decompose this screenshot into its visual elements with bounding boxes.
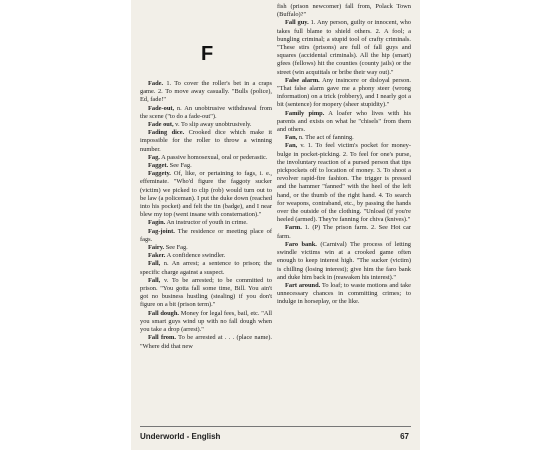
entry-definition: v. To slip away unobtrusively. (173, 121, 252, 129)
entry-definition: v. To be arrested; to be committed to prison. "You gotta fall some time, Bill. You ain't got no business hustling (stealing) if you don't figure on a bit (prison term)." (140, 276, 272, 309)
right-entries (277, 3, 411, 307)
dictionary-entry (277, 224, 411, 240)
dictionary-entry (140, 310, 272, 335)
left-entries (140, 80, 272, 351)
entry-headword: Fart around. (285, 281, 321, 289)
entry-definition: Of, like, or pertaining to fags, i. e., effeminate. "Who'd figure the faggoty sucker (victim) we picked to clip (rob) would turn out to be law (a policeman). I put the duke down (reached into his pocket) and felt the tin (badge), and I near blew my top (went insane with consternation)." (140, 170, 272, 219)
entry-definition: 1. (P) The prison farm. 2. See Hot car farm. (277, 224, 411, 240)
dictionary-entry (277, 142, 411, 224)
entry-body (140, 228, 272, 244)
entry-definition: n. An unobtrusive withdrawal from the scene ("to do a fade-out"). (140, 104, 272, 120)
entry-definition: An instructor of youth in crime. (165, 219, 248, 227)
entry-headword: Faggety. (148, 170, 171, 178)
entry-body (140, 121, 272, 129)
dictionary-entry (140, 105, 272, 121)
entry-definition: To be arrested at . . . (place name). "Where did that new (140, 334, 272, 350)
entry-definition: Money for legal fees, bail, etc. "All you smart guys wind up with no fall dough when you take a drop (arrest)." (140, 309, 272, 334)
dictionary-entry (140, 252, 272, 260)
entry-body (140, 219, 272, 227)
section-letter: F (201, 43, 214, 65)
entry-definition: A passive homosexual, oral or pederastic. (159, 153, 268, 161)
entry-headword: Fall, (148, 276, 161, 284)
dictionary-entry (140, 121, 272, 129)
entry-definition: To loaf; to waste motions and take unnecessary chances in committing crimes; to indulge in horseplay, or the like. (277, 281, 411, 306)
entry-body (140, 252, 272, 260)
entry-body (140, 277, 272, 310)
entry-headword: Fagget. (148, 162, 169, 170)
entry-headword: Fairy. (148, 244, 165, 252)
entry-headword: Fall from. (148, 334, 176, 342)
entry-headword: Fag-joint. (148, 227, 175, 235)
entry-definition: n. An arrest; a sentence to prison; the specific charge against a suspect. (140, 260, 272, 276)
entry-headword: Farm. (285, 224, 302, 232)
entry-headword: Faro bank. (285, 240, 317, 248)
entry-headword: Fagin. (148, 219, 166, 227)
entry-headword: Fag. (148, 153, 160, 161)
dictionary-entry (140, 162, 272, 170)
entry-definition: See Fag. (168, 162, 192, 170)
entry-definition: 1. To cover the roller's bet in a craps game. 2. To move away casually. "Bulls (police), Ed, fade!" (140, 80, 272, 104)
entry-definition: 1. Any person, guilty or innocent, who takes full blame to shield others. 2. A fool; a bungling criminal; a stupid tool of crafty criminals. "These stirs (prisons) are full of fall guys and squares (accidental criminals). All the hip (smart) gfees (fellows) hit the counties (county jails) or the street (win acquittals or bribe their way out)." (277, 19, 412, 76)
entry-body (140, 170, 272, 219)
entry-definition: A confidence swindler. (165, 252, 226, 260)
entry-body (277, 19, 411, 76)
dictionary-entry (140, 277, 272, 310)
entry-body (277, 3, 411, 19)
dictionary-entry (277, 77, 411, 110)
entry-headword: Fall dough. (148, 309, 180, 317)
entry-definition: The residence or meeting place of fags. (140, 227, 272, 243)
dictionary-entry (140, 228, 272, 244)
dictionary-entry (140, 80, 272, 105)
entry-body (140, 244, 272, 252)
entry-headword: Fade-out, (148, 104, 175, 112)
dictionary-entry (277, 110, 411, 135)
entry-body (140, 80, 272, 105)
entry-body (140, 105, 272, 121)
entry-headword: Fade. (148, 80, 164, 87)
entry-body (140, 162, 272, 170)
entry-headword: Fan, (285, 134, 298, 142)
entry-headword: Family pimp. (285, 109, 325, 117)
dictionary-entry (140, 154, 272, 162)
dictionary-entry (277, 134, 411, 142)
entry-definition: (Carnival) The process of letting swindle victims win at a crooked game often enough to keep interest high. "The sucker (victim) is chilling (losing interest); give him the faro bank and duke him back in (reawaken his interest)." (277, 240, 412, 281)
entry-headword: False alarm. (285, 76, 320, 84)
entry-definition: Any insincere or disloyal person. "That false alarm gave me a phony steer (wrong information) on a trick (robbery), and I nearly got a bit (sentence) for mopery (sheer stupidity)." (277, 76, 411, 109)
dictionary-entry (140, 260, 272, 276)
dictionary-entry (277, 19, 411, 76)
entry-body (140, 310, 272, 335)
entry-definition: v. 1. To feel victim's pocket for money-bulge in pocket-picking. 2. To feel for one's purse, the involuntary reaction of a pursed person that tips pickpockets off to location of money. 3. To shoot a revolver rapid-fire fashion. The trigger is pressed and the hammer "fanned" with the heel of the left hand, or the thumb of the right hand. 4. To search for weapons, contraband, etc., by passing the hands over the outside of the clothing. "Unload (if you're heeled (armed). They're fanning for chiva (knives)." (277, 142, 411, 224)
entry-headword: Faker. (148, 252, 166, 260)
footer-rule (140, 426, 411, 427)
entry-headword: Fall, (148, 260, 161, 268)
page-number: 67 (400, 432, 409, 441)
entry-definition: n. The act of fanning. (297, 134, 354, 142)
entry-body (277, 224, 411, 240)
entry-body (140, 129, 272, 154)
entry-body (277, 77, 411, 110)
dictionary-entry (140, 129, 272, 154)
entry-definition: fish (prison newcomer) fall from, Polack Town (Buffalo)?" (277, 3, 411, 19)
dictionary-page (131, 0, 420, 450)
entry-headword: Fan, (285, 142, 298, 150)
entry-body (277, 134, 411, 142)
entry-headword: Fade out, (148, 121, 174, 129)
dictionary-entry (140, 244, 272, 252)
entry-body (277, 282, 411, 307)
dictionary-entry (277, 241, 411, 282)
entry-definition: A loafer who lives with his parents and exists on what he "chisels" from them and others. (277, 109, 411, 134)
entry-body (140, 154, 272, 162)
entry-definition: See Fag. (164, 244, 188, 252)
dictionary-entry (140, 170, 272, 219)
entry-definition: Crooked dice which make it impossible for the roller to throw a winning number. (140, 129, 272, 153)
entry-headword: Fading dice. (148, 129, 185, 137)
entry-body (140, 260, 272, 276)
footer-title: Underworld - English (140, 432, 221, 441)
dictionary-entry (277, 3, 411, 19)
entry-headword: Fall guy. (285, 19, 309, 27)
entry-body (277, 110, 411, 135)
dictionary-entry (140, 219, 272, 227)
entry-body (277, 142, 411, 224)
entry-body (277, 241, 411, 282)
dictionary-entry (140, 334, 272, 350)
dictionary-entry (277, 282, 411, 307)
entry-body (140, 334, 272, 350)
